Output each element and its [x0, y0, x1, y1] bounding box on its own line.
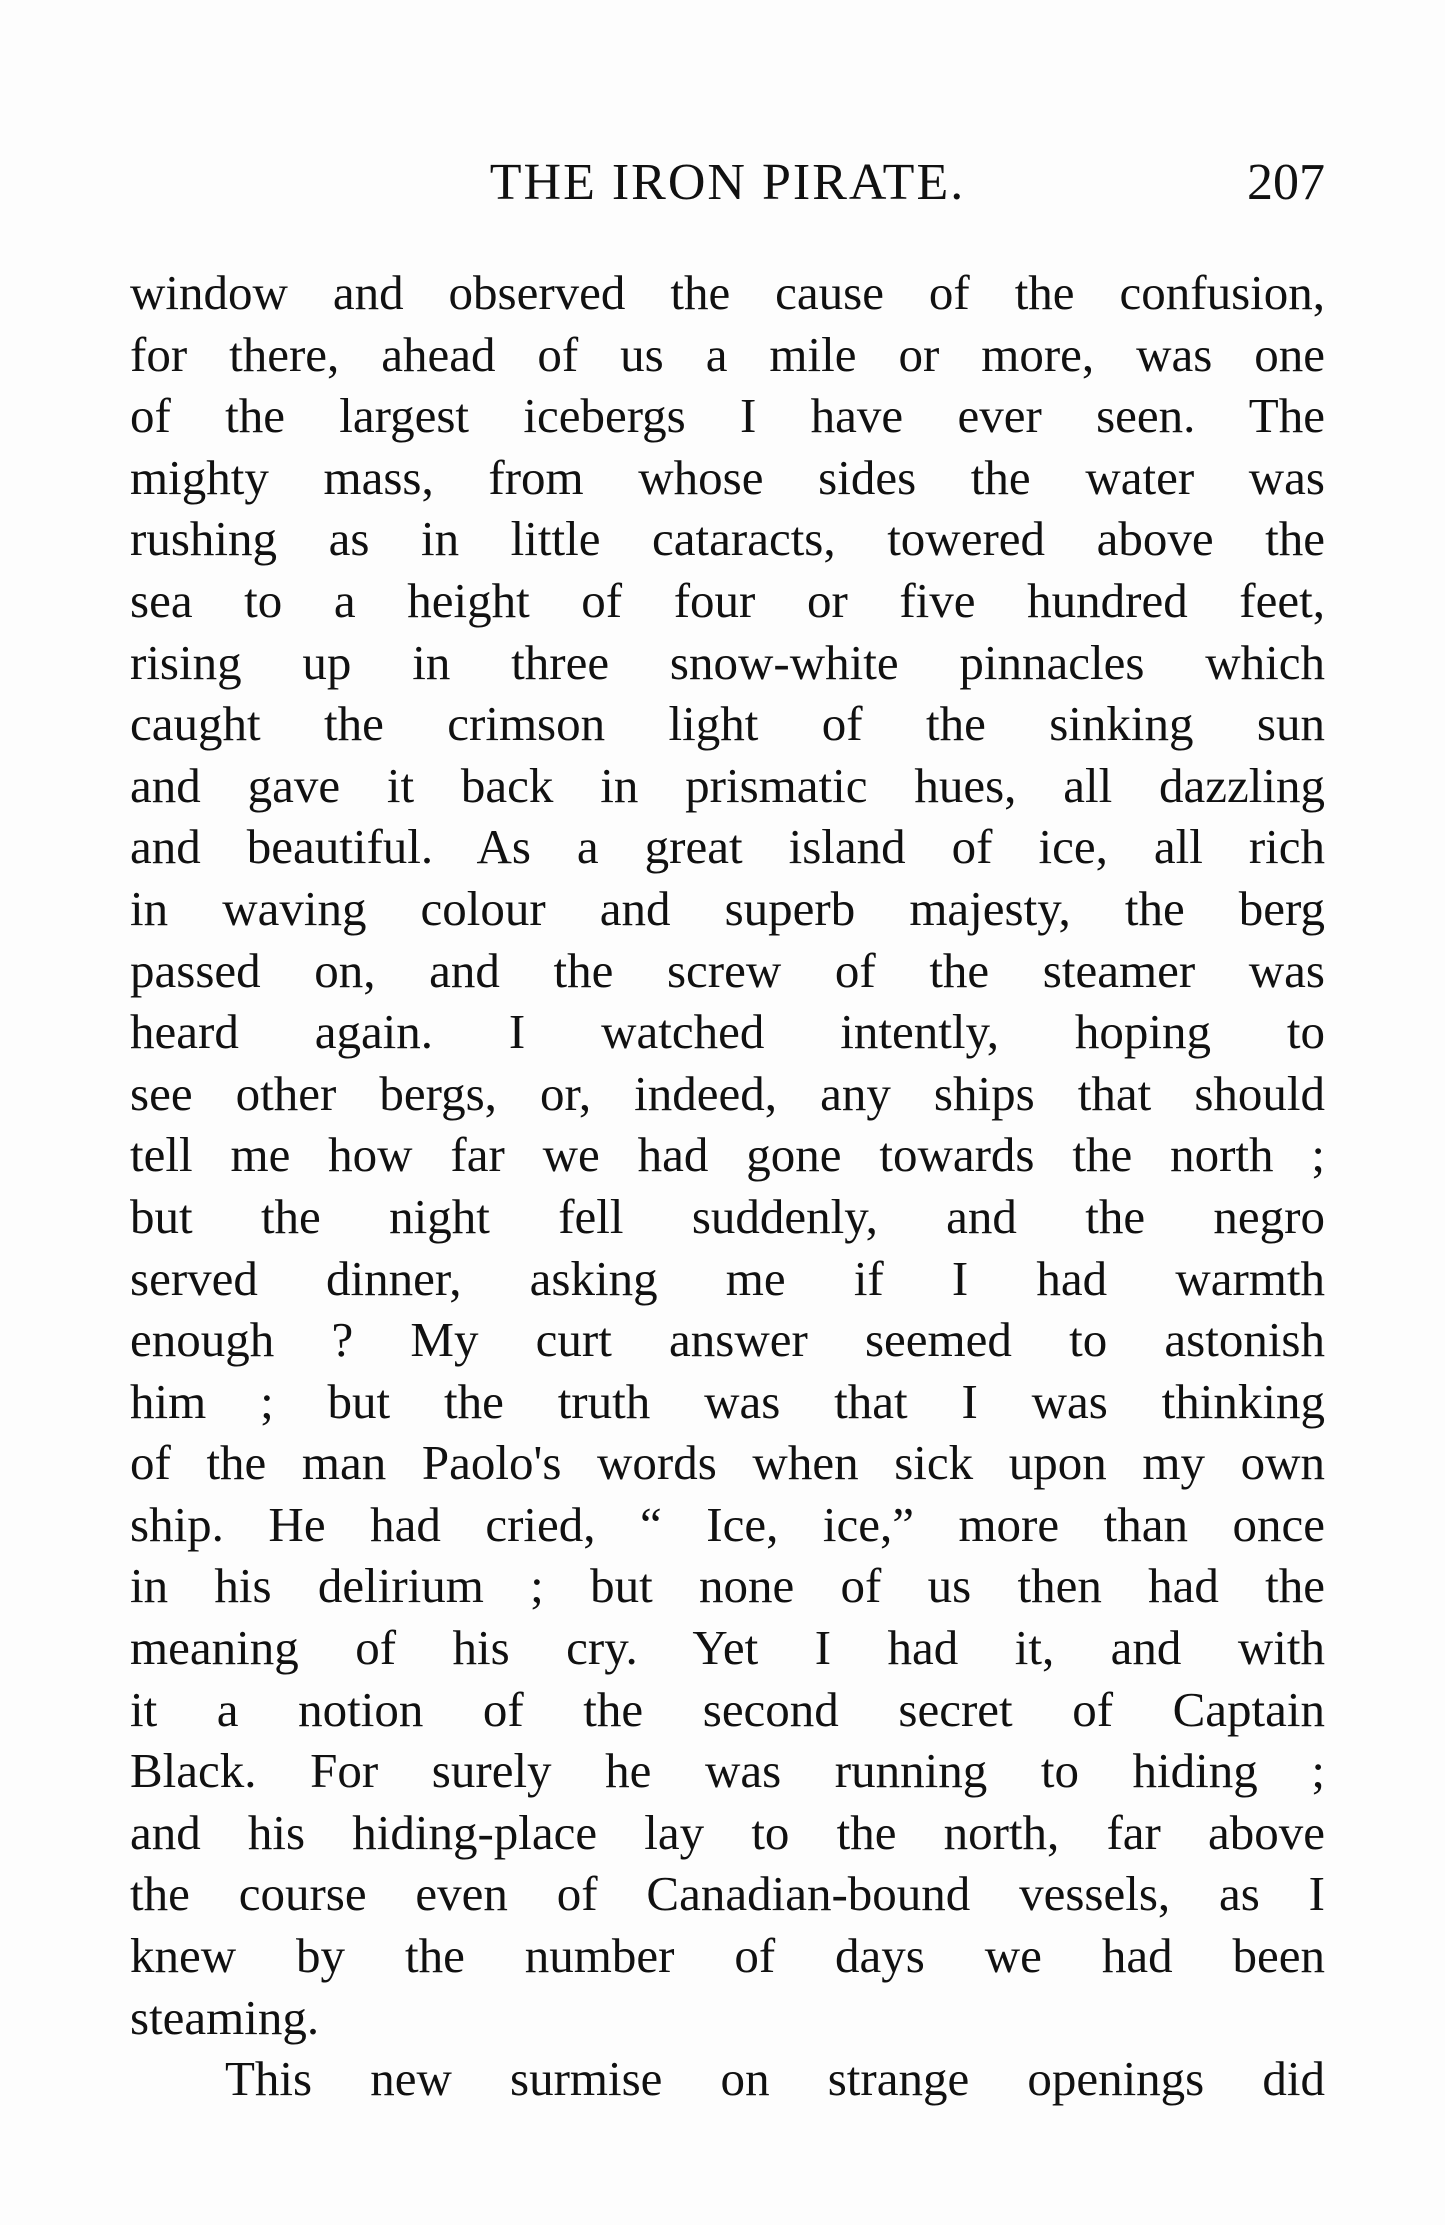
- text-line: in waving colour and superb majesty, the berg: [130, 880, 1325, 936]
- text-line: Black. For surely he was running to hiding ;: [130, 1743, 1325, 1799]
- text-line: window and observed the cause of the confusion,: [130, 265, 1325, 320]
- text-line-paragraph-start: This new surmise on strange openings did: [225, 2051, 1325, 2107]
- text-line: rising up in three snow-white pinnacles which: [130, 634, 1325, 690]
- text-line: ship. He had cried, “ Ice, ice,” more than once: [130, 1496, 1325, 1552]
- text-line: of the largest icebergs I have ever seen. The: [130, 388, 1325, 444]
- text-line: served dinner, asking me if I had warmth: [130, 1250, 1325, 1306]
- text-line: enough ? My curt answer seemed to astonish: [130, 1312, 1325, 1368]
- body-text: [130, 262, 1325, 2110]
- text-line: the course even of Canadian-bound vessels, as I: [130, 1866, 1325, 1922]
- text-line: meaning of his cry. Yet I had it, and with: [130, 1620, 1325, 1676]
- text-line: tell me how far we had gone towards the north ;: [130, 1127, 1325, 1183]
- text-line: and beautiful. As a great island of ice, all rich: [130, 819, 1325, 875]
- text-line: caught the crimson light of the sinking sun: [130, 696, 1325, 752]
- running-title: THE IRON PIRATE.: [489, 154, 966, 211]
- text-line: sea to a height of four or five hundred feet,: [130, 572, 1325, 628]
- text-line: of the man Paolo's words when sick upon my own: [130, 1435, 1325, 1491]
- text-line: rushing as in little cataracts, towered above the: [130, 511, 1325, 567]
- text-line: but the night fell suddenly, and the negro: [130, 1188, 1325, 1244]
- text-line: knew by the number of days we had been: [130, 1928, 1325, 1984]
- text-line: in his delirium ; but none of us then had the: [130, 1558, 1325, 1614]
- text-line: and his hiding-place lay to the north, far above: [130, 1804, 1325, 1860]
- text-line-paragraph-end: steaming.: [130, 1989, 320, 2045]
- text-line: mighty mass, from whose sides the water was: [130, 449, 1325, 505]
- text-line: for there, ahead of us a mile or more, was one: [130, 326, 1325, 382]
- text-line: him ; but the truth was that I was thinking: [130, 1373, 1325, 1429]
- text-line: it a notion of the second secret of Captain: [130, 1681, 1325, 1737]
- text-line: passed on, and the screw of the steamer was: [130, 942, 1325, 998]
- text-line: heard again. I watched intently, hoping to: [130, 1004, 1325, 1060]
- text-line: and gave it back in prismatic hues, all dazzling: [130, 757, 1325, 813]
- text-line: see other bergs, or, indeed, any ships that should: [130, 1065, 1325, 1121]
- page-header: [130, 148, 1325, 218]
- page-number: 207: [1247, 154, 1325, 211]
